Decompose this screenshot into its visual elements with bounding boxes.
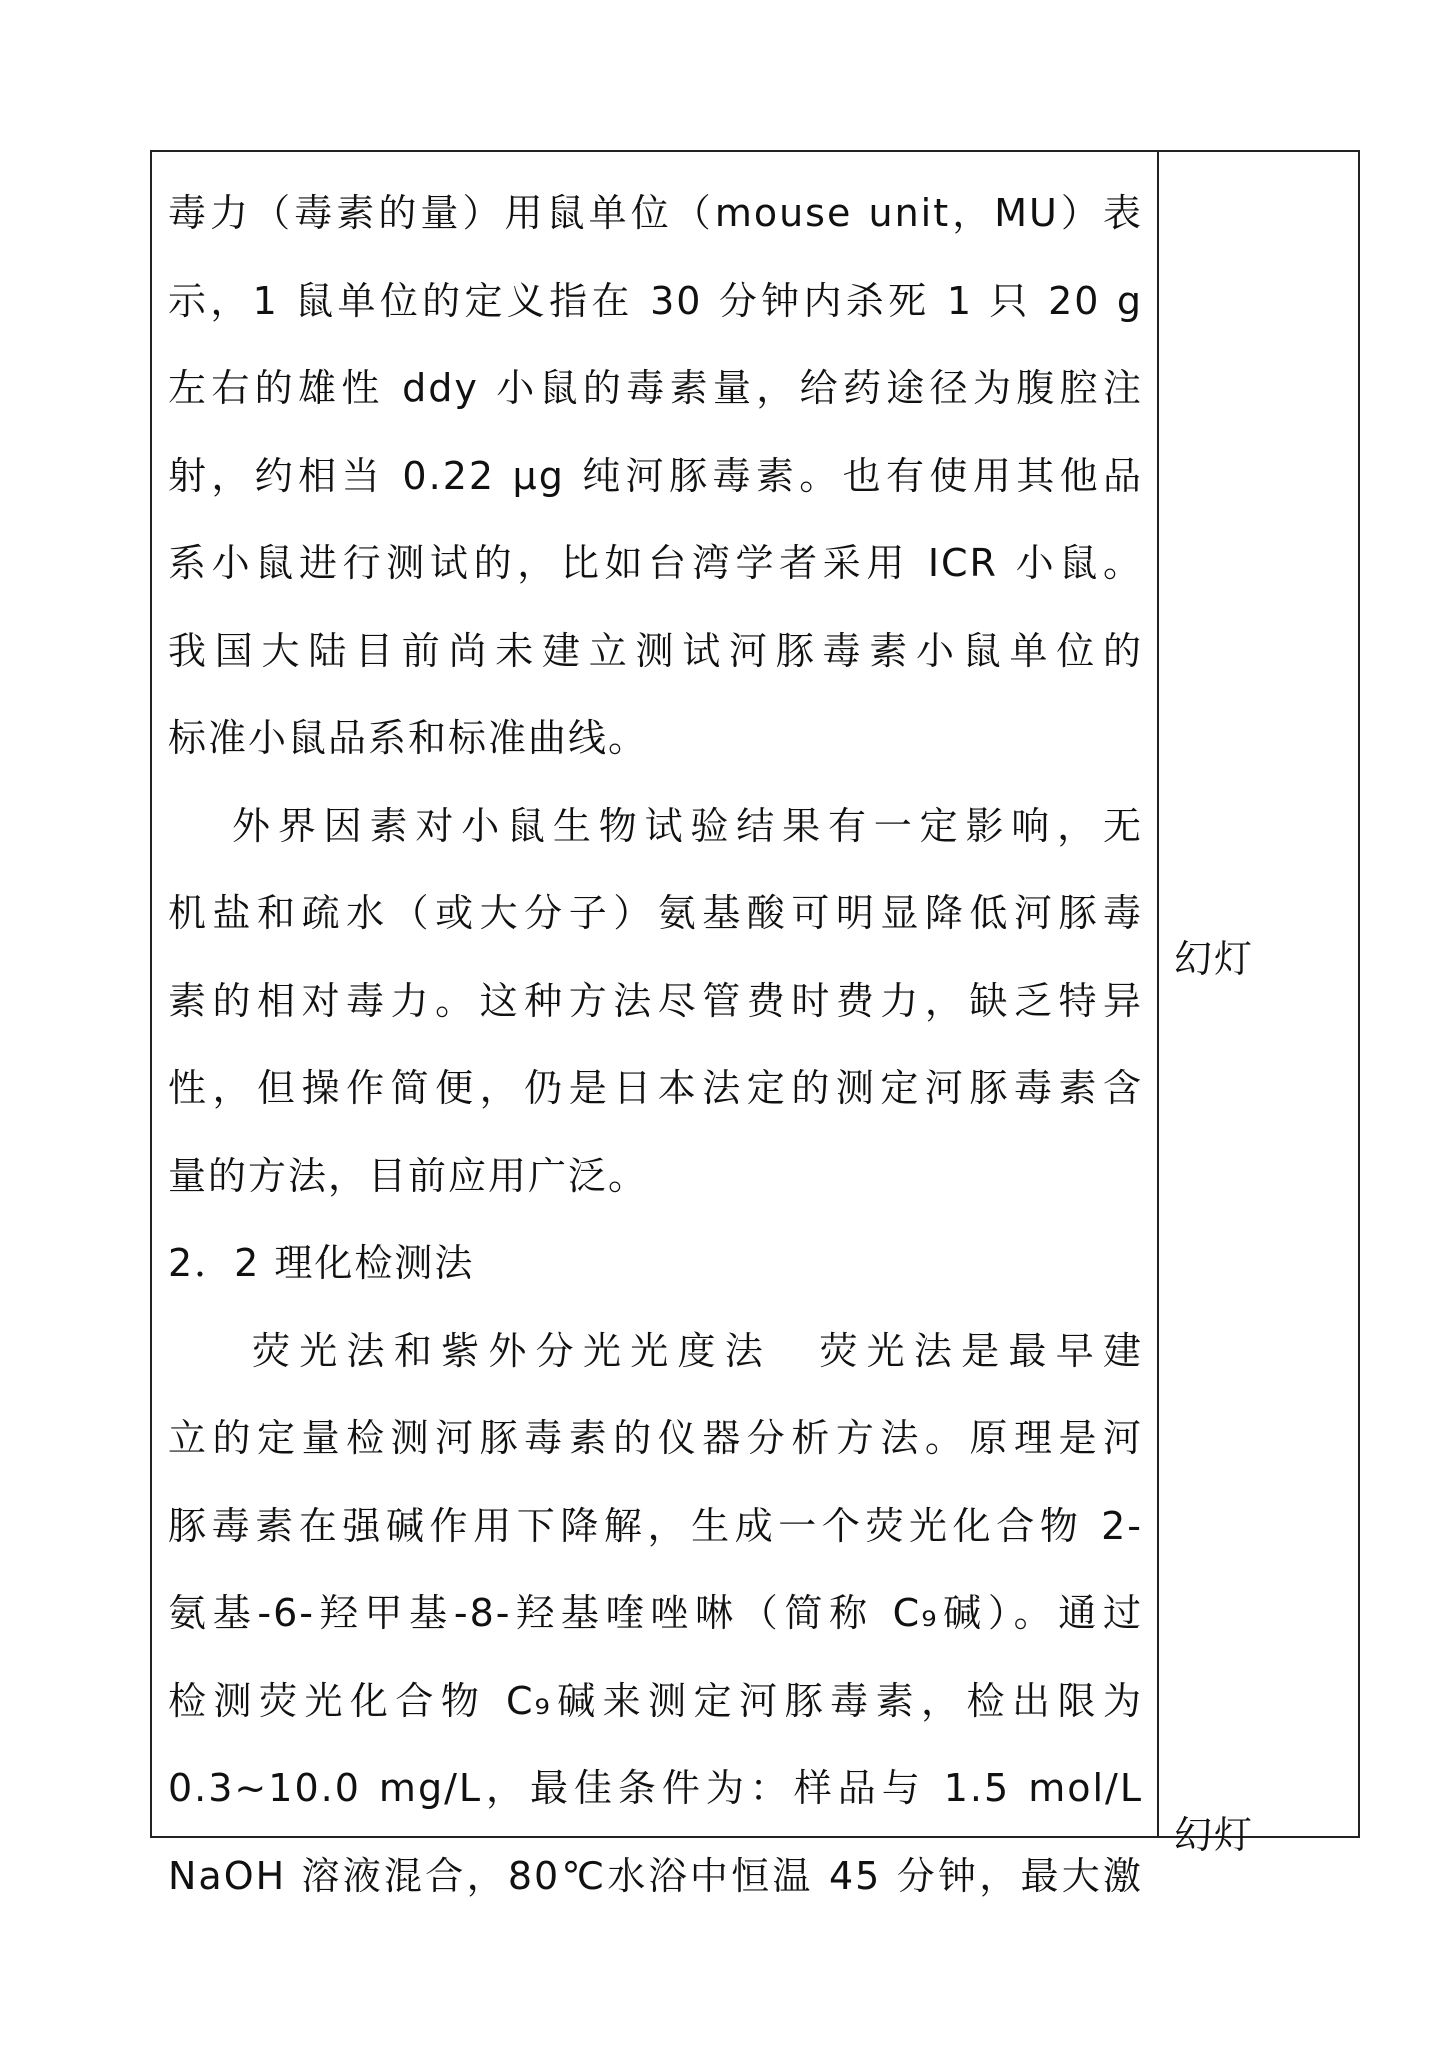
side-note-slide: 幻灯 (1174, 937, 1255, 981)
text-line: NaOH 溶液混合，80℃水浴中恒温 45 分钟，最大激 (168, 1853, 1143, 1898)
text-line: 氨基-6-羟甲基-8-羟基喹唑啉（简称 C₉碱）。通过 (168, 1591, 1143, 1635)
main-text-column (168, 170, 1143, 1920)
document-table (150, 150, 1360, 1898)
text-line: 系小鼠进行测试的，比如台湾学者采用 ICR 小鼠。 (168, 541, 1143, 585)
text-line: 示，1 鼠单位的定义指在 30 分钟内杀死 1 只 20 g (168, 278, 1143, 323)
text-line: 量的方法，目前应用广泛。 (168, 1153, 649, 1198)
text-line: 外界因素对小鼠生物试验结果有一定影响，无 (232, 803, 1143, 848)
text-line: 豚毒素在强碱作用下降解，生成一个荧光化合物 2- (168, 1503, 1143, 1548)
text-line: 射，约相当 0.22 μg 纯河豚毒素。也有使用其他品 (168, 453, 1143, 498)
text-line: 0.3~10.0 mg/L，最佳条件为：样品与 1.5 mol/L (168, 1766, 1143, 1810)
text-line: 左右的雄性 ddy 小鼠的毒素量，给药途径为腹腔注 (168, 366, 1143, 410)
text-line: 性，但操作简便，仍是日本法定的测定河豚毒素含 (168, 1066, 1143, 1110)
text-line: 机盐和疏水（或大分子）氨基酸可明显降低河豚毒 (168, 891, 1143, 935)
section-heading: 2．2 理化检测法 (168, 1241, 475, 1285)
text-line: 我国大陆目前尚未建立测试河豚毒素小鼠单位的 (168, 628, 1143, 673)
text-line: 立的定量检测河豚毒素的仪器分析方法。原理是河 (168, 1416, 1143, 1460)
text-line: 素的相对毒力。这种方法尽管费时费力，缺乏特异 (168, 978, 1143, 1023)
text-line: 荧光法和紫外分光光度法 荧光法是最早建 (252, 1328, 1143, 1373)
column-divider (1157, 152, 1159, 1836)
text-line: 标准小鼠品系和标准曲线。 (168, 716, 649, 760)
side-note-slide: 幻灯 (1174, 1813, 1255, 1857)
text-line: 毒力（毒素的量）用鼠单位（mouse unit，MU）表 (168, 191, 1143, 235)
text-line: 检测荧光化合物 C₉碱来测定河豚毒素，检出限为 (168, 1678, 1143, 1723)
